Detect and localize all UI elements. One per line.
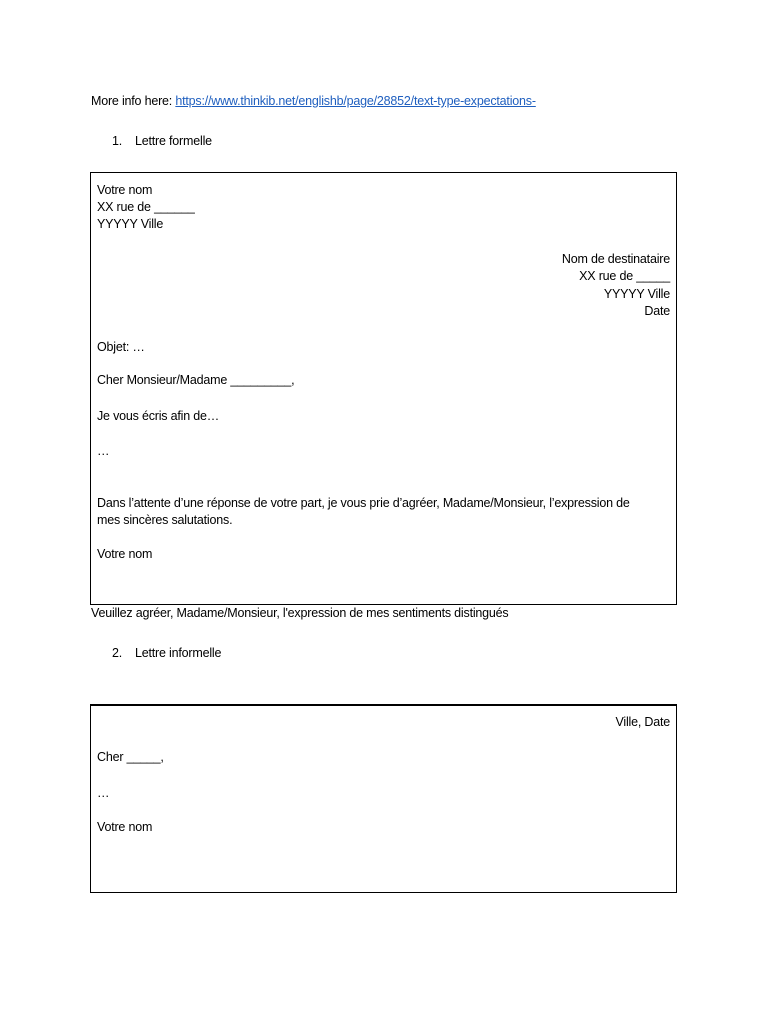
more-info-link[interactable]: https://www.thinkib.net/englishb/page/28852/text-type-expectations- xyxy=(175,94,536,108)
alternative-closing: Veuillez agréer, Madame/Monsieur, l'expression de mes sentiments distingués xyxy=(91,606,509,620)
section-1-title: Lettre formelle xyxy=(135,134,212,148)
informal-letter-box xyxy=(90,704,677,893)
letter-date: Date xyxy=(644,304,670,318)
more-info-label: More info here: xyxy=(91,94,173,108)
sender-city: YYYYY Ville xyxy=(97,217,164,231)
section-2-number: 2. xyxy=(112,646,123,660)
informal-greeting: Cher _____, xyxy=(97,750,164,764)
letter-closing-line-2: mes sincères salutations. xyxy=(97,513,233,527)
letter-closing-line-1: Dans l’attente d’une réponse de votre part, je vous prie d’agréer, Madame/Monsieur, l’expression de xyxy=(97,496,630,510)
letter-ellipsis: … xyxy=(97,444,110,458)
informal-signature: Votre nom xyxy=(97,820,153,834)
recipient-name: Nom de destinataire xyxy=(561,252,670,266)
section-2-heading xyxy=(112,645,221,662)
section-1-heading xyxy=(112,133,212,150)
informal-place-date: Ville, Date xyxy=(615,715,670,729)
recipient-street: XX rue de _____ xyxy=(579,269,670,283)
letter-opening: Je vous écris afin de… xyxy=(97,409,220,423)
section-1-number: 1. xyxy=(112,134,123,148)
more-info-line xyxy=(91,93,536,110)
sender-name: Votre nom xyxy=(97,183,153,197)
section-2-title: Lettre informelle xyxy=(135,646,222,660)
letter-greeting: Cher Monsieur/Madame _________, xyxy=(97,373,295,387)
sender-street: XX rue de ______ xyxy=(97,200,195,214)
recipient-city: YYYYY Ville xyxy=(603,287,670,301)
informal-ellipsis: … xyxy=(97,786,110,800)
formal-letter-box xyxy=(90,172,677,605)
letter-subject: Objet: … xyxy=(97,340,145,354)
letter-signature: Votre nom xyxy=(97,547,153,561)
